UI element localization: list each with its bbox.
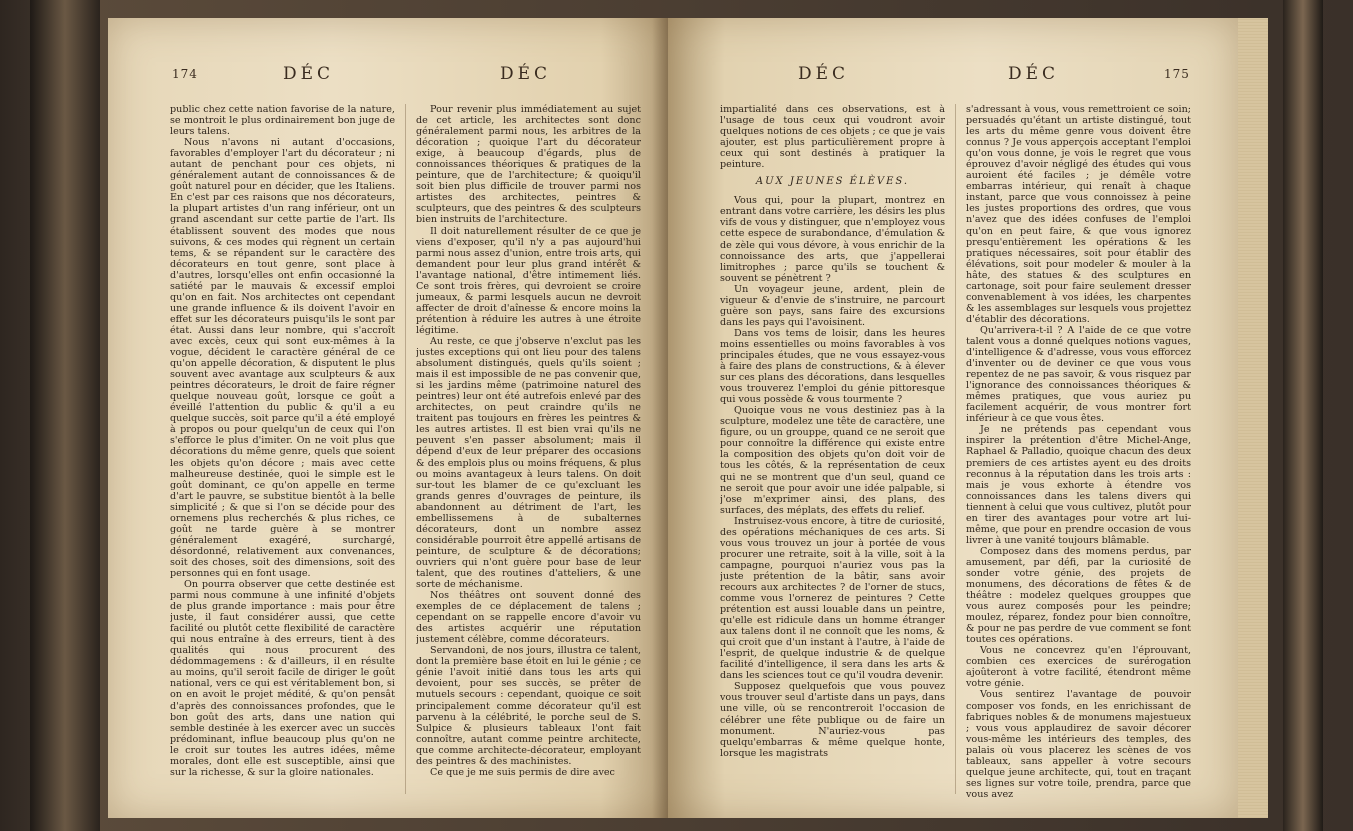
paragraph: Un voyageur jeune, ardent, plein de vigueur & d'envie de s'instruire, ne parcourt guère son pays, sans faire des excursions dans les pays qui l'avoisinent. [720,283,945,328]
paragraph: Vous sentirez l'avantage de pouvoir composer vos fonds, en les enrichissant de fabriques nobles & de monumens majestueux ; vous vous applaudirez de savoir décorer vous-même les intérieurs des temples, des palais où vous placerez les scènes de vos tableaux, sans appeller à votre secours quelque jeune architecte, qui, tout en traçant ses lignes sur votre toile, prendra, parce que vous avez [966,689,1191,800]
left-page [108,18,668,818]
paragraph: Nous n'avons ni autant d'occasions, favorables d'employer l'art du décorateur ; ni autant de penchant pour ces objets, ni généralement autant de connoissances & de goût naturel pour en décider, que les Italiens. En c'est par ces raisons que nos décorateurs, la plupart artistes d'un rang inférieur, ont un grand ascendant sur cette partie de l'art. Ils établissent souvent des modes que nous suivons, & ces modes qui règnent un certain tems, & se répandent sur le caractère des décorateurs en tout genre, sont place à d'autres, lorsqu'elles ont enfin occasionné la satiété par le mauvais & excessif emploi qu'on en fait. Nos architectes ont cependant une grande influence & ils doivent l'avoir en effet sur les décorateurs puisqu'ils le sont par état. Aussi dans leur nombre, qui s'accroît avec excès, ceux qui sont eux-mêmes à la vogue, décident le caractère général de ce qu'on appelle décoration, & disputent le plus souvent avec avantage aux sculpteurs & aux peintres décorateurs, le droit de faire régner quelque nouveau goût, lorsque ce goût a éveillé l'attention du public & qu'il a eu quelque succès, soit parce qu'il a été employé à propos ou pour quelqu'un de ceux qui l'on s'efforce le plus d'imiter. On ne voit plus que décorations du même genre, quels que soient les objets qu'on décore ; mais avec cette malheureuse destinée, quoi le simple est le goût dominant, ce qu'on appelle en terme d'art le pauvre, se substitue bientôt à la belle simplicité ; & que si l'on se décide pour des ornemens plus recherchés & plus riches, ce goût ne tarde guère à se montrer généralement exagéré, surchargé, désordonné, relativement aux convenances, soit des choses, soit des dimensions, soit des personnes qui en font usage. [170,137,395,579]
paragraph: Servandoni, de nos jours, illustra ce talent, dont la première base étoit en lui le génie ; ce génie l'avoit initié dans tous les arts qui devoient, pour ses succès, se prêter de mutuels secours : cependant, quoique ce soit principalement comme décorateur qu'il est parvenu à la célébrité, le porche seul de S. Sulpice & plusieurs tableaux l'ont fait connoître, autant comme peintre architecte, que comme architecte-décorateur, employant des peintres & des machinistes. [416,645,641,767]
page-number: 174 [172,67,198,81]
paragraph: Composez dans des momens perdus, par amusement, par défi, par la curiosité de sonder votre génie, des projets de monumens, des décorations de fêtes & de théâtre : modelez quelques grouppes que vous aurez composés pour les peindre; moulez, réparez, fondez pour bien connoître, & pour ne pas perdre de vue comment se font toutes ces opérations. [966,545,1191,646]
paragraph: Supposez quelquefois que vous pouvez vous trouver seul d'artiste dans un pays, dans une ville, où se rencontreroit l'occasion de célébrer une fête publique ou de faire un monument. N'auriez-vous pas quelqu'embarras & même quelque honte, lorsque les magistrats [720,681,945,759]
right-page [668,18,1238,818]
book-cover-left-edge [30,0,100,831]
paragraph: Quoique vous ne vous destiniez pas à la sculpture, modelez une tête de caractère, une figure, ou un grouppe, quand ce ne seroit que pour connoître la différence qui existe entre la composition des objets qu'on doit voir de tous les côtés, & la représentation de ceux qui ne se montrent que d'un seul, quand ce ne seroit que pour avoir une idée palpable, si j'ose m'exprimer ainsi, des plans, des surfaces, des méplats, des effets du relief. [720,405,945,516]
paragraph: Au reste, ce que j'observe n'exclut pas les justes exceptions qui ont lieu pour des talens absolument distingués, quels qu'ils soient ; mais il est impossible de ne pas convenir que, si les jardins même (patrimoine naturel des peintres) leur ont été autrefois enlevé par des architectes, on peut craindre qu'ils ne traitent pas toujours en frères les peintres & les autres artistes. Il est bien vrai qu'ils ne peuvent s'en passer absolument; mais il dépend d'eux de leur préparer des occasions & des emplois plus ou moins fréquens, & plus ou moins avantageux à leurs talens. On doit sur-tout les blamer de ce qu'excluant les grands genres d'ouvrages de peinture, ils abandonnent au détriment de l'art, les embellissemens à de subalternes décorateurs, dont un nombre assez considérable pourroit être appellé artisans de peinture, de sculpture & de décorations; ouvriers qui n'ont guère pour base de leur talent, que des routines d'atteliers, & une sorte de méchanisme. [416,335,641,591]
paragraph: Ce que je me suis permis de dire avec [430,766,615,778]
paragraph: Qu'arrivera-t-il ? A l'aide de ce que votre talent vous a donné quelques notions vagues, d'intelligence & d'adresse, vous vous efforcez d'inventer ou de deviner ce que vous vous repentez de ne pas savoir, & vous risquez par l'ignorance des connoissances théoriques & mêmes pratiques, que vous auriez pu facilement acquérir, de vous montrer fort inférieur à ce que vous êtes. [966,324,1191,425]
paragraph: Nos théâtres ont souvent donné des exemples de ce déplacement de talens ; cependant on se rappelle encore d'avoir vu des artistes acquérir une réputation justement célèbre, comme décorateurs. [416,590,641,646]
running-head-left: DÉC [798,64,850,84]
running-head-right: DÉC [1008,64,1060,84]
paragraph: s'adressant à vous, vous remettroient ce soin; persuadés qu'étant un artiste distingué, tout les arts du même genre vous doivent être connus ? Je vous apperçois acceptant l'emploi qu'on vous donne, je vois le regret que vous éprouvez d'avoir négligé des études qui vous auroient été faciles ; je démêle votre embarras intérieur, qui renaît à chaque instant, parce que vous connoissez à peine les justes proportions des ordres, que vous n'avez que des idées confuses de l'emploi qu'on en peut faire, & que vous ignorez presqu'entièrement les opérations & les pratiques nécessaires, soit pour établir des élévations, soit pour modeler & mouler à la hâte, des statues & des sculptures en cartonage, soit pour faire seulement dresser convenablement à vos idées, les charpentes & les assemblages sur lesquels vous projettez d'établir des décorations. [966,104,1191,325]
running-head-right: DÉC [500,64,552,84]
text-column-1 [720,104,945,804]
paragraph: Il doit naturellement résulter de ce que je viens d'exposer, qu'il n'y a pas aujourd'hui parmi nous assez d'union, entre trois arts, qui demandent pour leur plus grand intérêt & l'avantage national, d'être intimement liés. Ce sont trois frères, qui devroient se croire jumeaux, & parmi lesquels aucun ne devroit affecter de droit d'aînesse & encore moins la prétention à réduire les autres à une étroite légitime. [416,225,641,336]
text-column-2 [966,104,1191,804]
paragraph: On pourra observer que cette destinée est parmi nous commune à une infinité d'objets de plus grande importance : mais pour être juste, il faut considérer aussi, que cette facilité ou plutôt cette flexibilité de caractère qui nous entraîne à des erreurs, tient à des qualités qui nous procurent des dédommagemens : & d'ailleurs, il en résulte au moins, qu'il seroit facile de diriger le goût national, vers ce qui est véritablement bon, si on en avoit le projet médité, & qu'on pensât d'après des connoissances profondes, que le bon goût des arts, dans une nation qui semble destinée à les exercer avec un succès prédominant, influe beaucoup plus qu'on ne le croit sur toutes les autres idées, même morales, dont elle est susceptible, ainsi que sur la richesse, & sur la gloire nationales. [170,579,395,778]
paragraph: Pour revenir plus immédiatement au sujet de cet article, les architectes sont donc généralement parmi nous, les arbitres de la décoration ; quoique l'art du décorateur exige, à beaucoup d'égards, plus de connoissances théoriques & pratiques de la peinture, que de l'architecture; & quoiqu'il soit bien plus difficile de trouver parmi nos artistes des architectes, peintres & sculpteurs, que des peintres & des sculpteurs bien instruits de l'architecture. [416,104,641,226]
paragraph: Je ne prétends pas cependant vous inspirer la prétention d'être Michel-Ange, Raphael & Palladio, quoique chacun des deux premiers de ces artistes ayent eu des droits reconnus à la réputation dans les trois arts : mais je vous exhorte à étendre vos connoissances dans les talens divers qui tiennent à celui que vous cultivez, plutôt pour en tirer des avantages pour votre art lui-même, que pour en prendre occasion de vous livrer à une vanité toujours blâmable. [966,424,1191,546]
running-head-left: DÉC [283,64,335,84]
paragraph: public chez cette nation favorise de la nature, se montroit le plus ordinairement bon juge de leurs talens. [170,104,395,138]
paragraph: Vous qui, pour la plupart, montrez en entrant dans votre carrière, les désirs les plus vifs de vous y distinguer, que n'employez vous cette espece de surabondance, d'émulation & de zèle qui vous dévore, à vous enrichir de la connoissance des arts, que j'appellerai limitrophes ; parce qu'ils se touchent & souvent se pénètrent ? [720,195,945,284]
column-divider [405,104,406,794]
text-column-2 [416,104,641,804]
page-stack-edge [1238,18,1268,818]
paragraph: Dans vos tems de loisir, dans les heures moins essentielles ou moins favorables à vos principales études, que ne vous essayez-vous à faire des plans de constructions, & à élever sur ces plans des décorations, dans lesquelles vous trouverez l'emploi du génie pittoresque qui vous possède & vous tourmente ? [720,327,945,406]
column-divider [955,104,956,794]
book-cover-right-edge [1283,0,1323,831]
paragraph: Vous ne concevrez qu'en l'éprouvant, combien ces exercices de surérogation ajoûteront à votre facilité, étendront même votre génie. [966,645,1191,690]
page-number: 175 [1164,67,1190,81]
text-column-1 [170,104,395,804]
paragraph: impartialité dans ces observations, est à l'usage de tous ceux qui voudront avoir quelques notions de ces objets ; ce que je vais ajouter, est plus particulièrement propre à ceux qui sont destinés à pratiquer la peinture. [720,104,945,171]
paragraph: Instruisez-vous encore, à titre de curiosité, des opérations méchaniques de ces arts. Si vous vous trouvez un jour à portée de vous procurer une retraite, soit à la ville, soit à la campagne, pourquoi n'auriez vous pas la juste prétention de la bâtir, sans avoir recours aux architectes ? de l'orner de stucs, comme vous l'ornerez de peintures ? Cette prétention est aussi louable dans un peintre, qu'elle est ridicule dans un homme étranger aux talens dont il ne connoît que les noms, & qui croit que d'un instant à l'autre, à l'aide de l'esprit, de quelque industrie & de quelque facilité d'intelligence, il sera dans les arts & dans les sciences tout ce qu'il voudra devenir. [720,515,945,682]
section-heading: AUX JEUNES ÉLÈVES. [755,176,910,188]
